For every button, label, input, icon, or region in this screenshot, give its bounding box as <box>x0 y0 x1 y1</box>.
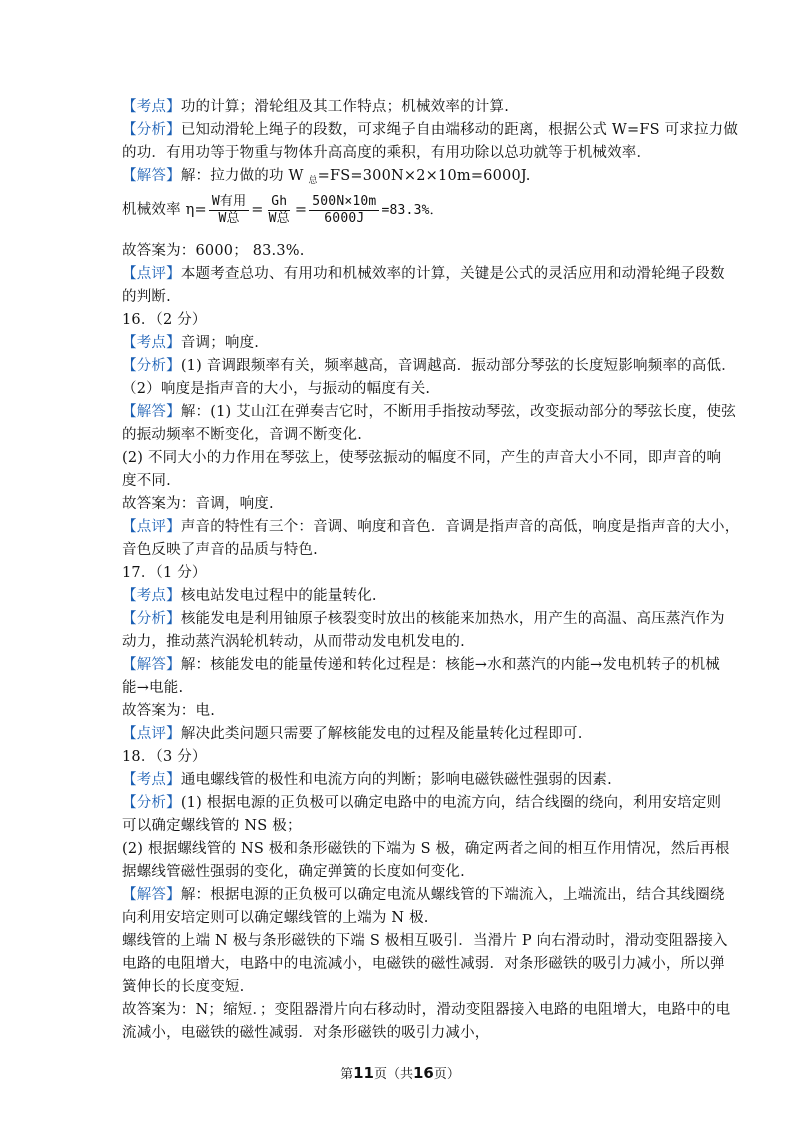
label-fenxi: 【分析】 <box>122 358 181 374</box>
label-dianping: 【点评】 <box>122 519 181 535</box>
text-line: 向利用安培定则可以确定螺线管的上端为 N 极. <box>122 910 429 926</box>
text-line: 故答案为：6000； 83.3%. <box>122 243 305 259</box>
text-line: 故答案为：电. <box>122 703 216 719</box>
page-footer: 第11页（共16页） <box>340 1064 460 1082</box>
efficiency-formula: 机械效率 η= $\frac{\text{W有用}}{\text{W总}}$ = $\frac{Gh}{\text{W总}}$ = $\frac{500N\times 10m}{6000J}$ =83.3%． <box>122 193 443 226</box>
label-fenxi: 【分析】 <box>122 795 181 811</box>
question-number: 18．（3 分） <box>122 749 207 765</box>
label-kaodian: 【考点】 <box>122 99 181 115</box>
label-kaodian: 【考点】 <box>122 772 181 788</box>
text-line: 的振动频率不断变化，音调不断变化. <box>122 427 363 443</box>
text-line: 【考点】音调；响度. <box>122 335 260 351</box>
text-line: 度不同. <box>122 473 171 489</box>
text-line: 【分析】已知动滑轮上绳子的段数，可求绳子自由端移动的距离，根据公式 W=FS 可求拉力做 <box>122 122 739 138</box>
text-line: 【点评】解决此类问题只需要了解核能发电的过程及能量转化过程即可. <box>122 726 583 742</box>
text-line: 【考点】功的计算；滑轮组及其工作特点；机械效率的计算. <box>122 99 510 115</box>
text-line: 【解答】解：拉力做的功 W $_总$=FS=300N×2×10m=6000J. <box>122 168 531 186</box>
text-line: 的功．有用功等于物重与物体升高高度的乘积，有用功除以总功就等于机械效率． <box>122 145 652 161</box>
label-jieda: 【解答】 <box>122 404 181 420</box>
label-fenxi: 【分析】 <box>122 611 181 627</box>
text-line: (2) 不同大小的力作用在琴弦上，使琴弦振动的幅度不同，产生的声音大小不同，即声音的响 <box>122 450 722 466</box>
text-line: 故答案为：N；缩短．；变阻器滑片向右移动时，滑动变阻器接入电路的电阻增大，电路中的电 <box>122 1002 731 1018</box>
text-line: 【分析】(1) 音调跟频率有关，频率越高，音调越高．振动部分琴弦的长度短影响频率的高低． <box>122 358 736 374</box>
text-line: 【解答】解：核能发电的能量传递和转化过程是：核能→水和蒸汽的内能→发电机转子的机械 <box>122 657 721 673</box>
text-line: 的判断. <box>122 289 171 305</box>
text-line: 螺线管的上端 N 极与条形磁铁的下端 S 极相互吸引．当滑片 P 向右滑动时，滑动变阻器接入 <box>122 933 728 949</box>
label-fenxi: 【分析】 <box>122 122 181 138</box>
text-line: 可以确定螺线管的 NS 极； <box>122 818 302 834</box>
page-number: 11 <box>353 1064 374 1082</box>
text-line: 电路的电阻增大，电路中的电流减小，电磁铁的磁性减弱．对条形磁铁的吸引力减小，所以弹 <box>122 956 725 972</box>
text-line: 音色反映了声音的品质与特色. <box>122 542 318 558</box>
label-jieda: 【解答】 <box>122 657 181 673</box>
text-line: 动力，推动蒸汽涡轮机转动，从而带动发电机发电的. <box>122 634 465 650</box>
text-line: 簧伸长的长度变短. <box>122 979 245 995</box>
text-line: 据螺线管磁性强弱的变化，确定弹簧的长度如何变化. <box>122 864 465 880</box>
label-kaodian: 【考点】 <box>122 335 181 351</box>
text-line: 【考点】通电螺线管的极性和电流方向的判断；影响电磁铁磁性强弱的因素. <box>122 772 612 788</box>
label-jieda: 【解答】 <box>122 168 181 184</box>
text-line: 流减小，电磁铁的磁性减弱．对条形磁铁的吸引力减小， <box>122 1025 490 1041</box>
question-number: 16．（2 分） <box>122 312 207 328</box>
text-line: 能→电能. <box>122 680 184 696</box>
text-line: （2）响度是指声音的大小，与振动的幅度有关. <box>122 381 431 397</box>
label-dianping: 【点评】 <box>122 266 181 282</box>
label-dianping: 【点评】 <box>122 726 181 742</box>
fraction: $\frac{\text{W有用}}{\text{W总}}$ <box>209 194 249 227</box>
text-line: 【考点】核电站发电过程中的能量转化. <box>122 588 377 604</box>
total-pages: 16 <box>413 1064 434 1082</box>
label-jieda: 【解答】 <box>122 887 181 903</box>
text-line: 【解答】解：(1) 艾山江在弹奏吉它时，不断用手指按动琴弦，改变振动部分的琴弦长度，使弦 <box>122 404 736 420</box>
text-line: 【点评】声音的特性有三个：音调、响度和音色．音调是指声音的高低，响度是指声音的大小， <box>122 519 740 535</box>
fraction: $\frac{500N\times 10m}{6000J}$ <box>309 194 379 227</box>
text-line: (2) 根据螺线管的 NS 极和条形磁铁的下端为 S 极，确定两者之间的相互作用情况，然后再根 <box>122 841 730 857</box>
question-number: 17．（1 分） <box>122 565 207 581</box>
label-kaodian: 【考点】 <box>122 588 181 604</box>
text-line: 【分析】核能发电是利用铀原子核裂变时放出的核能来加热水，用产生的高温、高压蒸汽作为 <box>122 611 725 627</box>
text-line: 【点评】本题考查总功、有用功和机械效率的计算，关键是公式的灵活应用和动滑轮绳子段数 <box>122 266 725 282</box>
text-line: 【分析】(1) 根据电源的正负极可以确定电路中的电流方向，结合线圈的绕向，利用安培定则 <box>122 795 722 811</box>
text-line: 故答案为：音调，响度. <box>122 496 274 512</box>
fraction: $\frac{Gh}{\text{W总}}$ <box>268 193 290 226</box>
text-line: 【解答】解：根据电源的正负极可以确定电流从螺线管的下端流入，上端流出，结合其线圈绕 <box>122 887 725 903</box>
